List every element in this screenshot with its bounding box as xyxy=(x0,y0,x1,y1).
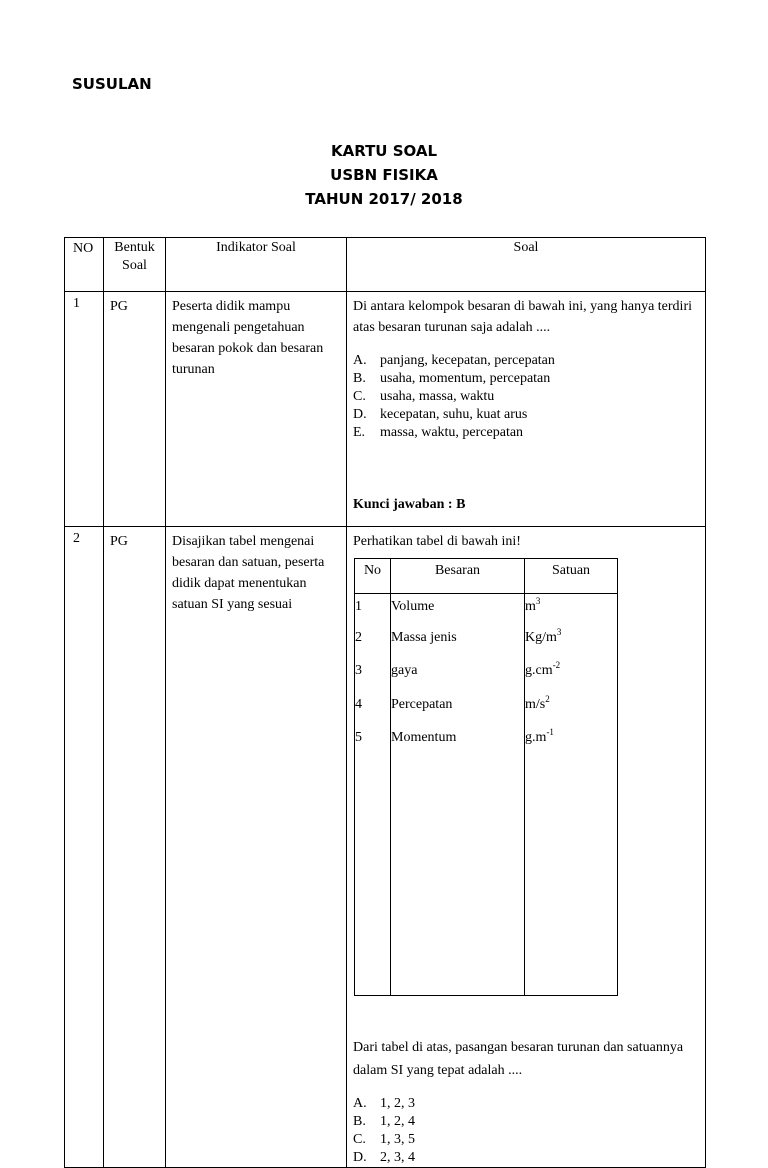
option-item: C. usaha, massa, waktu xyxy=(353,389,495,404)
header-bentuk: Bentuk Soal xyxy=(104,238,166,292)
units-table xyxy=(354,558,618,996)
header-soal: Soal xyxy=(347,238,706,292)
title-line-3: TAHUN 2017/ 2018 xyxy=(305,190,463,208)
header-indikator: Indikator Soal xyxy=(166,238,347,292)
row-number: 2 xyxy=(65,527,104,1168)
table-row xyxy=(65,292,706,527)
units-col-no: 1 2 3 4 5 xyxy=(355,594,391,996)
units-table-body xyxy=(355,594,618,996)
answer-options xyxy=(353,1095,699,1167)
units-col-satuan: $m^3$ $Kg/m^3$ $g.cm^{-2}$ $m/s^2$ $g.m^{-1}$ xyxy=(525,594,618,996)
option-item: B. 1, 2, 4 xyxy=(353,1114,415,1129)
option-item: C. 1, 3, 5 xyxy=(353,1132,415,1147)
option-item: E. massa, waktu, percepatan xyxy=(353,425,524,440)
row-question xyxy=(347,292,706,527)
option-item: D. kecepatan, suhu, kuat arus xyxy=(353,407,528,422)
units-col-besaran: Volume Massa jenis gaya Percepatan Momentum xyxy=(391,594,525,996)
row-indicator: Peserta didik mampu mengenali pengetahuan besaran pokok dan besaran turunan xyxy=(166,292,347,527)
table-row xyxy=(65,527,706,1168)
question-text: Dari tabel di atas, pasangan besaran turunan dan satuannya dalam SI yang tepat adalah .... xyxy=(353,1040,684,1078)
question-card-table xyxy=(64,237,706,1168)
table-header-row xyxy=(65,238,706,292)
question-intro: Perhatikan tabel di bawah ini! xyxy=(353,534,521,549)
document-label: SUSULAN xyxy=(72,75,152,93)
units-header-satuan: Satuan xyxy=(525,559,618,594)
question-text: Di antara kelompok besaran di bawah ini, yang hanya terdiri atas besaran turunan saja adalah .... xyxy=(353,299,692,335)
row-indicator: Disajikan tabel mengenai besaran dan satuan, peserta didik dapat menentukan satuan SI yang sesuai xyxy=(166,527,347,1168)
units-table-header xyxy=(355,559,618,594)
units-header-no: No xyxy=(355,559,391,594)
row-question xyxy=(347,527,706,1168)
row-number: 1 xyxy=(65,292,104,527)
row-type: PG xyxy=(104,292,166,527)
option-item: D. 2, 3, 4 xyxy=(353,1150,415,1165)
title-line-1: KARTU SOAL xyxy=(330,142,438,160)
title-line-2: USBN FISIKA xyxy=(330,166,438,184)
answer-options xyxy=(353,352,699,442)
answer-key: Kunci jawaban : B xyxy=(353,497,466,512)
option-item: A. panjang, kecepatan, percepatan xyxy=(353,353,555,368)
units-header-besaran: Besaran xyxy=(391,559,525,594)
row-type: PG xyxy=(104,527,166,1168)
option-item: B. usaha, momentum, percepatan xyxy=(353,371,551,386)
option-item: A. 1, 2, 3 xyxy=(353,1096,415,1111)
header-no: NO xyxy=(65,238,104,292)
